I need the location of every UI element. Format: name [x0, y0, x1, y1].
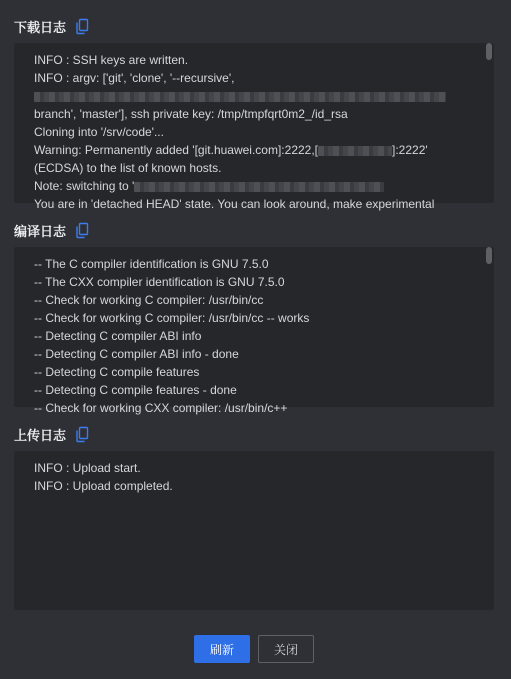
log-line: INFO : SSH keys are written. [34, 53, 189, 67]
upload-log-panel[interactable] [14, 451, 494, 610]
log-line: INFO : Upload completed. [34, 479, 173, 493]
copy-icon[interactable] [76, 19, 88, 34]
refresh-button[interactable]: 刷新 [194, 635, 250, 663]
download-log-section [14, 16, 494, 36]
log-line: (ECDSA) to the list of known hosts. [34, 161, 222, 175]
redacted-block [134, 182, 384, 192]
log-line: INFO : Upload start. [34, 461, 141, 475]
compile-log-header [14, 220, 494, 240]
log-line: -- Detecting C compile features [34, 365, 200, 379]
log-line: -- Check for working C compiler: /usr/bin/cc -- works [34, 311, 310, 325]
scrollbar-thumb[interactable] [486, 247, 492, 264]
download-log-panel[interactable] [14, 43, 494, 211]
log-line: -- Detecting C compiler ABI info - done [34, 347, 239, 361]
log-line: Note: switching to ' [34, 177, 474, 195]
log-line: INFO : argv: ['git', 'clone', '--recursive', [34, 71, 235, 85]
upload-log-title: 上传日志 [14, 427, 67, 443]
download-log-header [14, 16, 494, 36]
log-line: -- Check for working CXX compiler: /usr/bin/c++ [34, 401, 288, 415]
log-line: -- The C compiler identification is GNU 7.5.0 [34, 257, 269, 271]
scrollbar-thumb[interactable] [486, 43, 492, 60]
log-line: -- Check for working C compiler: /usr/bin/cc [34, 293, 264, 307]
redacted-block [318, 146, 392, 156]
log-line: -- Detecting C compile features - done [34, 383, 237, 397]
log-line: Warning: Permanently added '[git.huawei.com]:2222,[ ]:2222' [34, 143, 428, 157]
log-line: You are in 'detached HEAD' state. You can look around, make experimental [34, 197, 435, 211]
upload-log-section [14, 424, 494, 444]
log-line: Cloning into '/srv/code'... [34, 125, 164, 139]
log-line-redacted [34, 87, 474, 105]
compile-log-panel[interactable] [14, 247, 494, 415]
copy-icon[interactable] [76, 223, 88, 238]
compile-log-title: 编译日志 [14, 223, 67, 239]
redacted-block [34, 92, 446, 102]
download-log-title: 下载日志 [14, 19, 67, 35]
copy-icon[interactable] [76, 427, 88, 442]
close-button[interactable]: 关闭 [258, 635, 314, 663]
upload-log-header [14, 424, 494, 444]
log-line: -- The CXX compiler identification is GNU 7.5.0 [34, 275, 285, 289]
compile-log-section [14, 220, 494, 240]
log-line: branch', 'master'], ssh private key: /tmp/tmpfqrt0m2_/id_rsa [34, 107, 348, 121]
log-line: -- Detecting C compiler ABI info [34, 329, 202, 343]
